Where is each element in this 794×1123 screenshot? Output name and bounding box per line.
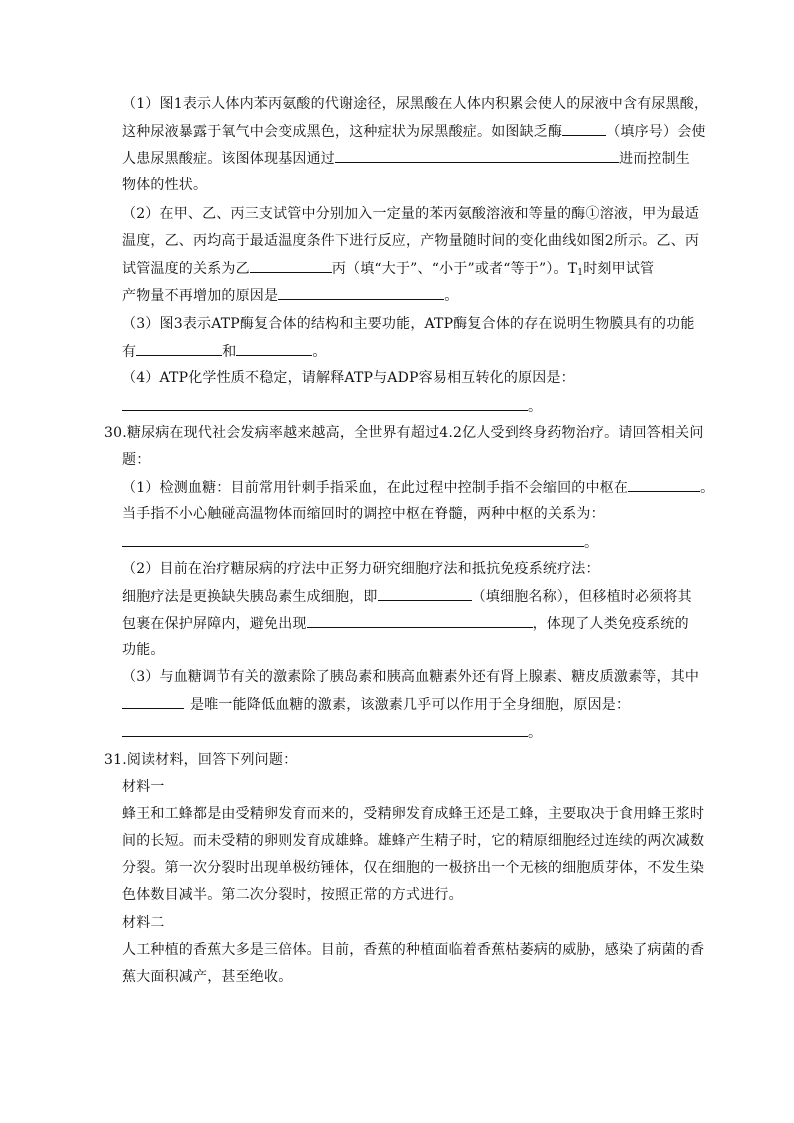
q29-p3-line2-mid: 和: [222, 344, 237, 360]
q29-p4-line2-tail: 。: [528, 399, 543, 415]
q30-p1-line3: [122, 532, 598, 553]
q29-p1-line3-tail: 进而控制生: [619, 151, 690, 167]
q29-p1-line2: [122, 121, 706, 142]
answer-blank-hormone-reason[interactable]: [122, 722, 528, 737]
q29-p4-line1: （4）ATP化学性质不稳定，请解释ATP与ADP容易相互转化的原因是：: [122, 370, 575, 386]
q30-heading-line2: 题：: [122, 452, 151, 468]
q30-p2-line2-text: 细胞疗法是更换缺失胰岛素生成细胞，即: [122, 589, 378, 605]
q29-p3-line1: （3）图3表示ATP酶复合体的结构和主要功能，ATP酶复合体的存在说明生物膜具有的功能: [122, 316, 695, 332]
q30-p2-line4: 功能。: [122, 642, 165, 658]
q29-p2-line4-text: 产物量不再增加的原因是: [122, 288, 279, 304]
q30-p2-line3: [122, 613, 689, 634]
q30-p2-line3-text: 包裹在保护屏障内，避免出现: [122, 616, 307, 632]
answer-blank-product-reason[interactable]: [278, 285, 444, 300]
q29-p2-line4-tail: 。: [444, 288, 459, 304]
answer-blank-center-relation[interactable]: [122, 532, 584, 547]
q29-p1-line1: （1）图1表示人体内苯丙氨酸的代谢途径，尿黑酸在人体内积累会使人的尿液中含有尿黑酸，: [122, 96, 709, 112]
q30-p2-line2-tail: （填细胞名称），但移植时必须将其: [471, 589, 692, 605]
q29-p2-line3-tail: 时刻甲试管: [583, 261, 655, 277]
answer-blank-hormone[interactable]: [122, 694, 184, 709]
material-1-line: 色体数目减半。第二次分裂时，按照正常的方式进行。: [122, 887, 463, 903]
q30-p2-line1: （2）目前在治疗糖尿病的疗法中正努力研究细胞疗法和抵抗免疫系统疗法：: [122, 561, 600, 577]
q30-p2-line3-tail: ，体现了人类免疫系统的: [532, 616, 689, 632]
q30-p1-line2: 当手指不小心触碰高温物体而缩回时的调控中枢在脊髓，两种中枢的关系为：: [122, 506, 605, 522]
q29-p1-line2-text: 这种尿液暴露于氧气中会变成黑色，这种症状为尿黑酸症。如图缺乏酶: [122, 124, 563, 140]
q30-heading-line1: 30.糖尿病在现代社会发病率越来越高，全世界有超过4.2亿人受到终身药物治疗。请回答相关问: [104, 425, 704, 441]
answer-blank-immune-response[interactable]: [307, 613, 533, 628]
q29-p1-line3: [122, 148, 690, 169]
q29-p1-line4: 物体的性状。: [122, 177, 208, 193]
q31-heading: 31.阅读材料，回答下列问题：: [104, 752, 298, 768]
q29-p1-line2-tail: （填序号）会使: [606, 124, 706, 140]
q29-p3-line2-tail: 。: [312, 344, 327, 360]
answer-blank-atp-reason[interactable]: [122, 396, 528, 411]
material-2-line: 人工种植的香蕉大多是三倍体。目前，香蕉的种植面临着香蕉枯萎病的威胁，感染了病菌的香: [122, 942, 705, 958]
q30-p1-line1-tail: 。: [700, 480, 715, 496]
q29-p2-line3-text: 试管温度的关系为乙: [122, 261, 250, 277]
q29-p3-line2-text: 有: [122, 344, 137, 360]
answer-blank-cell-name[interactable]: [378, 586, 472, 601]
q29-p4-line2: [122, 396, 542, 417]
q30-p3-line2: [122, 694, 630, 715]
material-1-line: 间的长短。而未受精的卵则发育成雄蜂。雄蜂产生精子时，它的精原细胞经过连续的两次减数: [122, 833, 705, 849]
answer-blank-membrane-function-2[interactable]: [236, 341, 312, 356]
q30-p1-line1: [122, 477, 714, 498]
q29-p2-line3-mid: 丙（填“大于”、“小于”或者“等于”）。T: [331, 261, 578, 277]
material-2-title: 材料二: [122, 915, 165, 931]
q29-p2-line2: 温度，乙、丙均高于最适温度条件下进行反应，产物量随时间的变化曲线如图2所示。乙、丙: [122, 233, 700, 249]
q30-p3-line3: [122, 722, 542, 743]
answer-blank-center[interactable]: [628, 477, 700, 492]
q29-p2-line3: [122, 258, 654, 279]
q30-p1-line3-tail: 。: [584, 535, 599, 551]
q30-p2-line2: [122, 586, 692, 607]
material-2-line: 蕉大面积减产，甚至绝收。: [122, 969, 293, 985]
q30-p3-line3-tail: 。: [528, 725, 543, 741]
q29-p2-line1: （2）在甲、乙、丙三支试管中分别加入一定量的苯丙氨酸溶液和等量的酶①溶液，甲为最适: [122, 206, 700, 222]
q29-p2-line4: [122, 285, 458, 306]
q29-p1-line3-text: 人患尿黑酸症。该图体现基因通过: [122, 151, 335, 167]
answer-blank-temperature-relation[interactable]: [250, 258, 332, 273]
t1-subscript: 1: [577, 268, 584, 278]
answer-blank-membrane-function-1[interactable]: [136, 341, 222, 356]
q30-p3-line2-text: 是唯一能降低血糖的激素，该激素几乎可以作用于全身细胞，原因是：: [190, 697, 631, 713]
material-1-line: 分裂。第一次分裂时出现单极纺锤体，仅在细胞的一极挤出一个无核的细胞质芽体，不发生染: [122, 860, 705, 876]
material-1-title: 材料一: [122, 779, 165, 795]
q29-p3-line2: [122, 341, 327, 362]
answer-blank-gene-control[interactable]: [335, 148, 619, 163]
q30-p3-line1: （3）与血糖调节有关的激素除了胰岛素和胰高血糖素外还有肾上腺素、糖皮质激素等，其中: [122, 669, 700, 685]
material-1-line: 蜂王和工蜂都是由受精卵发育而来的，受精卵发育成蜂王还是工蜂，主要取决于食用蜂王浆时: [122, 806, 705, 822]
answer-blank-enzyme[interactable]: [562, 121, 606, 136]
q30-p1-line1-text: （1）检测血糖：目前常用针刺手指采血，在此过程中控制手指不会缩回的中枢在: [122, 480, 629, 496]
